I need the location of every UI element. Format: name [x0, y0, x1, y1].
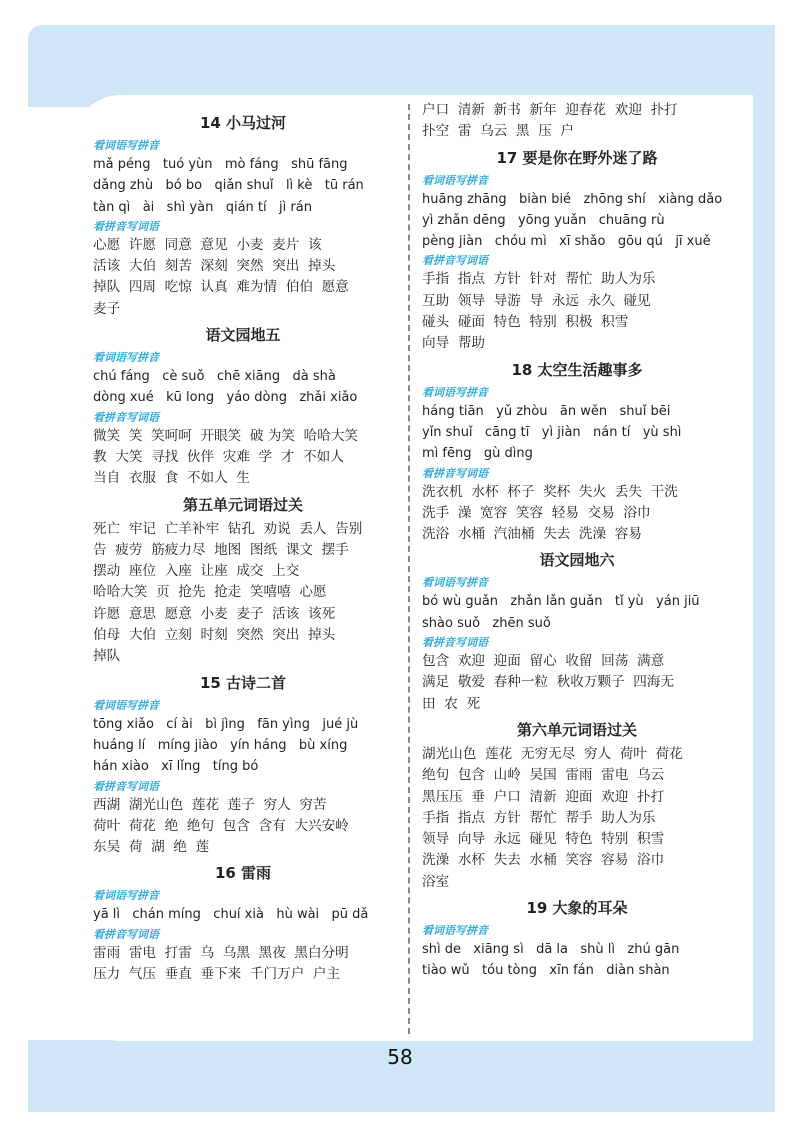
word-line: 麦子 — [93, 300, 121, 317]
section-title-16: 16 雷雨 — [214, 864, 272, 883]
section-title-14: 14 小马过河 — [199, 114, 287, 132]
right-column — [422, 100, 732, 982]
word-line: 压力 气压 垂直 垂下来 千门万户 户主 — [93, 966, 341, 983]
section-label: 看词语写拼音 — [422, 173, 488, 187]
word-line: 绝句 包含 山岭 吴国 雷雨 雷电 乌云 — [422, 767, 665, 784]
section-label: 看拼音写词语 — [422, 254, 488, 268]
section-label: 看词语写拼音 — [422, 385, 488, 399]
word-line: 洗衣机 水杯 杯子 奖杯 失火 丢失 干洗 — [422, 483, 678, 500]
section-label: 看词语写拼音 — [422, 576, 488, 590]
section-title-18: 18 太空生活趣事多 — [511, 360, 643, 379]
word-line: 摆动 座位 入座 让座 成交 上交 — [93, 563, 300, 580]
section-title-19: 19 大象的耳朵 — [526, 899, 628, 918]
side-color-band — [753, 25, 775, 1045]
section-label: 看词语写拼音 — [93, 698, 159, 712]
word-line: 教 大笑 寻找 伙伴 灾难 学 才 不如人 — [93, 448, 344, 465]
word-line: 湖光山色 莲花 无穷无尽 穷人 荷叶 荷花 — [422, 745, 683, 762]
pinyin-line: pèng jiàn chóu mì xī shǎo gōu qú jī xuě — [422, 234, 711, 250]
pinyin-line: shào suǒ zhēn suǒ — [422, 615, 551, 631]
section-title-unit6: 第六单元词语过关 — [516, 720, 637, 739]
word-line: 碰头 碰面 特色 特别 积极 积雪 — [422, 314, 629, 331]
section-title-unit5: 第五单元词语过关 — [182, 495, 303, 514]
section-label: 看词语写拼音 — [93, 889, 159, 903]
word-line: 伯母 大伯 立刻 时刻 突然 突出 掉头 — [93, 627, 336, 644]
word-line: 洗浴 水桶 汽油桶 失去 洗澡 容易 — [422, 526, 642, 543]
word-line: 田 农 死 — [422, 695, 481, 712]
pinyin-line: hán xiào xī lǐng tíng bó — [93, 759, 259, 775]
section-label: 看拼音写词语 — [422, 466, 488, 480]
word-line: 掉队 — [93, 648, 121, 665]
word-line: 荷叶 荷花 绝 绝句 包含 含有 大兴安岭 — [93, 817, 349, 834]
pinyin-line: tiào wǔ tóu tòng xīn fán diàn shàn — [422, 963, 670, 979]
word-line: 哈哈大笑 页 抢先 抢走 笑嘻嘻 心愿 — [93, 584, 327, 601]
word-line: 活该 大伯 刻苦 深刻 突然 突出 掉头 — [93, 258, 336, 275]
word-line: 死亡 牢记 亡羊补牢 钻孔 劝说 丢人 告别 — [93, 520, 363, 537]
page-number: 58 — [387, 1045, 413, 1069]
word-line: 满足 敬爱 春种一粒 秋收万颗子 四海无 — [422, 674, 675, 691]
pinyin-line: háng tiān yǔ zhòu ān wěn shuǐ bēi — [422, 403, 671, 419]
word-line: 西湖 湖光山色 莲花 莲子 穷人 穷苦 — [93, 796, 327, 813]
word-line: 雷雨 雷电 打雷 乌 乌黑 黑夜 黑白分明 — [93, 944, 349, 961]
word-line: 互助 领导 导游 导 永远 永久 碰见 — [422, 292, 651, 309]
section-title-17: 17 要是你在野外迷了路 — [496, 148, 658, 167]
word-line: 手指 指点 方针 帮忙 帮手 助人为乐 — [422, 809, 656, 826]
word-line: 洗澡 水杯 失去 水桶 笑容 容易 浴巾 — [422, 852, 665, 869]
section-label: 看词语写拼音 — [422, 924, 488, 938]
word-line: 户口 清新 新书 新年 迎春花 欢迎 扑打 — [422, 102, 678, 118]
pinyin-line: chú fáng cè suǒ chē xiāng dà shà — [93, 369, 336, 385]
word-line: 告 疲劳 筋疲力尽 地图 图纸 课文 摆手 — [93, 541, 349, 558]
pinyin-line: tōng xiǎo cí ài bì jìng fān yìng jué jù — [93, 716, 359, 732]
word-line: 包含 欢迎 迎面 留心 收留 回荡 满意 — [422, 653, 665, 670]
section-label: 看词语写拼音 — [93, 351, 159, 365]
word-line: 微笑 笑 笑呵呵 开眼笑 破 为笑 哈哈大笑 — [93, 427, 359, 444]
pinyin-line: huáng lí míng jiào yín háng bù xíng — [93, 737, 348, 753]
pinyin-line: yǐn shuǐ cāng tī yì jiàn nán tí yù shì — [422, 424, 682, 440]
section-title-15: 15 古诗二首 — [199, 673, 287, 692]
word-line: 洗手 澡 宽容 笑容 轻易 交易 浴巾 — [422, 504, 651, 521]
section-label: 看拼音写词语 — [93, 219, 159, 233]
section-label: 看拼音写词语 — [93, 410, 159, 424]
pinyin-line: yì zhǎn dēng yōng yuǎn chuāng rù — [422, 212, 665, 228]
word-line: 黑压压 垂 户口 清新 迎面 欢迎 扑打 — [422, 788, 665, 805]
pinyin-line: shì de xiāng sì dā la shù lì zhú gān — [422, 942, 680, 958]
word-line: 扑空 雷 乌云 黑 压 户 — [422, 123, 574, 140]
pinyin-line: huāng zhāng biàn bié zhōng shí xiàng dǎo — [422, 191, 723, 207]
pinyin-line: dǎng zhù bó bo qiǎn shuǐ lì kè tū rán — [93, 178, 364, 194]
column-divider — [408, 104, 410, 1034]
word-line: 向导 帮助 — [422, 335, 486, 352]
word-line: 心愿 许愿 同意 意见 小麦 麦片 该 — [93, 236, 322, 253]
pinyin-line: tàn qì ài shì yàn qián tí jì rán — [93, 199, 312, 215]
word-line: 许愿 意思 愿意 小麦 麦子 活该 该死 — [93, 605, 336, 622]
pinyin-line: bó wù guǎn zhǎn lǎn guǎn tǐ yù yán jiū — [422, 594, 700, 610]
section-label: 看拼音写词语 — [93, 927, 159, 941]
section-label: 看词语写拼音 — [93, 139, 159, 152]
pinyin-line: mì fēng gù dìng — [422, 446, 533, 462]
word-line: 浴室 — [422, 873, 450, 890]
word-line: 当自 衣服 食 不如人 生 — [93, 470, 250, 487]
section-title-ywy5: 语文园地五 — [205, 326, 281, 345]
word-line: 掉队 四周 吃惊 认真 难为情 伯伯 愿意 — [93, 279, 349, 296]
word-line: 领导 向导 永远 碰见 特色 特别 积雪 — [422, 831, 665, 848]
pinyin-line: mǎ péng tuó yùn mò fáng shū fāng — [93, 157, 348, 172]
left-column — [93, 108, 393, 985]
section-title-ywy6: 语文园地六 — [539, 551, 615, 570]
pinyin-line: yā lì chán míng chuí xià hù wài pū dǎ — [93, 907, 369, 923]
word-line: 手指 指点 方针 针对 帮忙 助人为乐 — [422, 271, 656, 288]
pinyin-line: dòng xué kū long yáo dòng zhǎi xiǎo — [93, 390, 358, 406]
word-line: 东吴 荷 湖 绝 莲 — [93, 839, 210, 856]
section-label: 看拼音写词语 — [93, 779, 159, 793]
section-label: 看拼音写词语 — [422, 636, 488, 650]
